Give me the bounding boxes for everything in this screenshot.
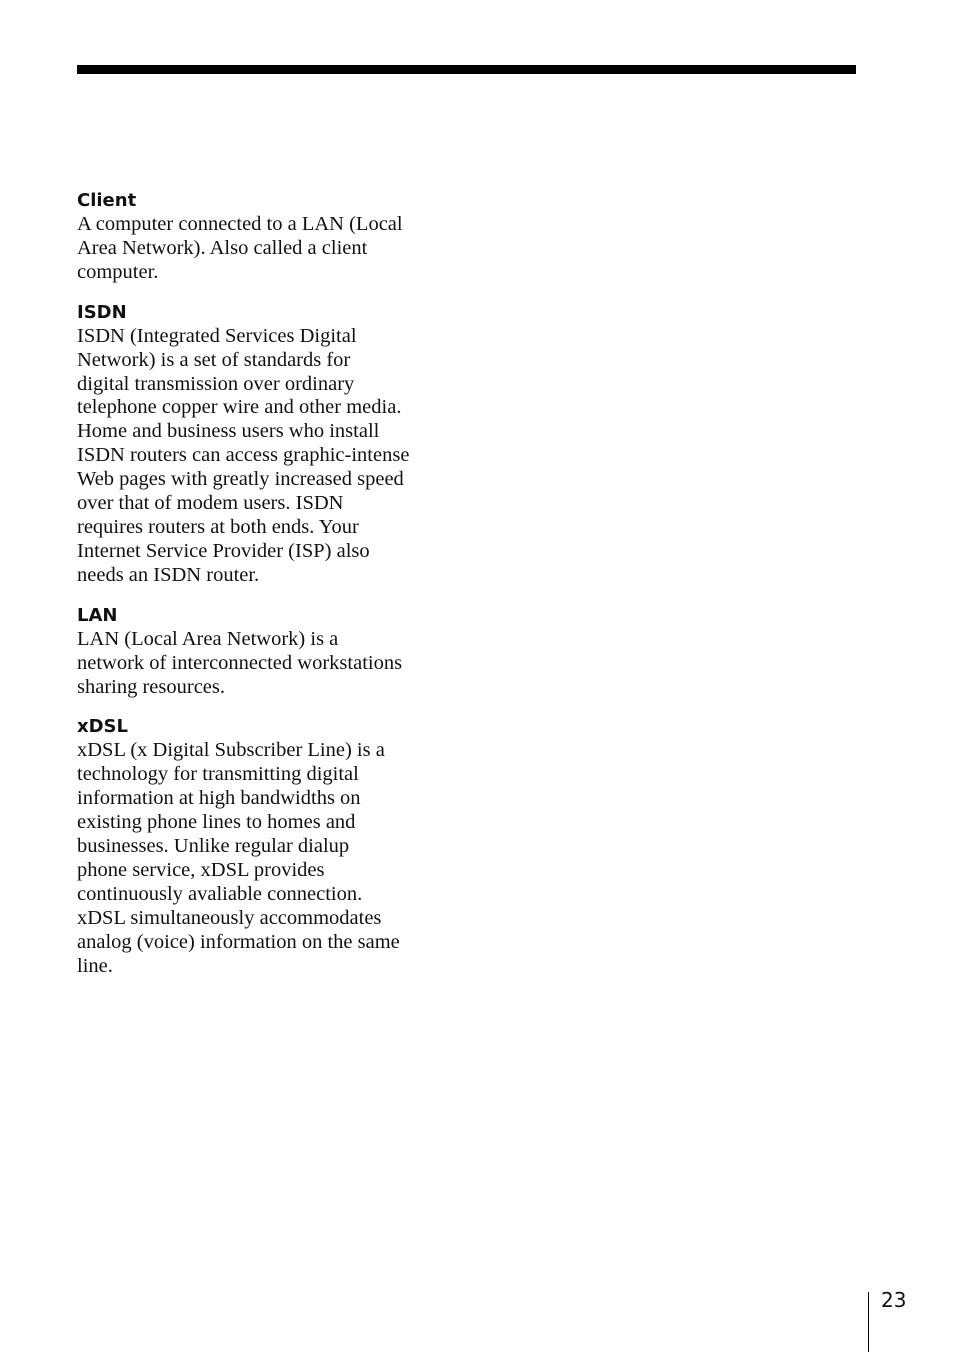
definition-line: Web pages with greatly increased speed — [77, 468, 404, 491]
term-xdsl: xDSL — [77, 716, 128, 738]
definition-line: telephone copper wire and other media. — [77, 396, 402, 419]
definition-line: Home and business users who install — [77, 420, 380, 443]
definition-line: sharing resources. — [77, 675, 226, 698]
glossary-entry-client — [77, 189, 447, 285]
definition-line: line. — [77, 954, 113, 977]
definition-lan — [77, 628, 447, 700]
page-number-rule — [868, 1292, 869, 1352]
definition-line: technology for transmitting digital — [77, 763, 359, 786]
definition-isdn — [77, 325, 447, 588]
definition-line: continuously avaliable connection. — [77, 882, 363, 905]
term-lan: LAN — [77, 604, 118, 626]
definition-line: xDSL (x Digital Subscriber Line) is a — [77, 739, 385, 762]
definition-line: ISDN routers can access graphic-intense — [77, 444, 410, 467]
page-number: 23 — [881, 1288, 907, 1312]
definition-line: businesses. Unlike regular dialup — [77, 835, 350, 858]
glossary — [77, 189, 447, 994]
definition-line: Internet Service Provider (ISP) also — [77, 539, 370, 562]
definition-line: existing phone lines to homes and — [77, 811, 356, 834]
definition-line: A computer connected to a LAN (Local — [77, 213, 403, 235]
definition-line: network of interconnected workstations — [77, 651, 403, 674]
definition-line: information at high bandwidths on — [77, 787, 361, 810]
definition-line: LAN (Local Area Network) is a — [77, 627, 339, 650]
definition-client — [77, 213, 447, 285]
definition-line: phone service, xDSL provides — [77, 858, 325, 881]
definition-line: Area Network). Also called a client — [77, 236, 368, 259]
definition-xdsl — [77, 739, 447, 978]
definition-line: Network) is a set of standards for — [77, 348, 351, 371]
definition-line: ISDN (Integrated Services Digital — [77, 324, 357, 347]
glossary-entry-isdn — [77, 301, 447, 588]
term-client: Client — [77, 190, 137, 211]
definition-line: xDSL simultaneously accommodates — [77, 906, 382, 929]
definition-line: needs an ISDN router. — [77, 563, 260, 586]
definition-line: digital transmission over ordinary — [77, 372, 355, 395]
definition-line: requires routers at both ends. Your — [77, 515, 359, 538]
glossary-entry-xdsl — [77, 715, 447, 978]
top-rule — [77, 65, 856, 74]
definition-line: computer. — [77, 260, 159, 283]
definition-line: over that of modem users. ISDN — [77, 492, 344, 515]
glossary-entry-lan — [77, 604, 447, 700]
term-isdn: ISDN — [77, 301, 127, 323]
definition-line: analog (voice) information on the same — [77, 930, 400, 953]
